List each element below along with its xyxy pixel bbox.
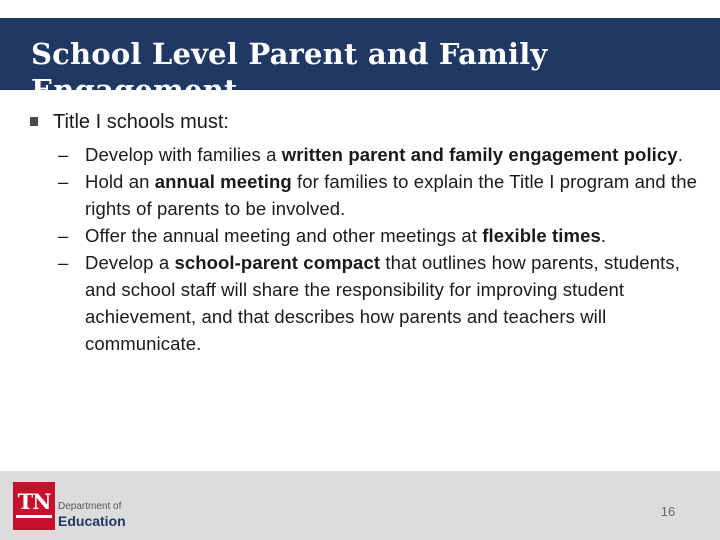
sub-bullet-item bbox=[58, 141, 714, 168]
emphasis-text: school-parent compact bbox=[174, 252, 381, 273]
tn-education-logo bbox=[13, 482, 143, 530]
dash-bullet-icon: – bbox=[58, 144, 69, 165]
logo-department-text: Department of bbox=[58, 501, 122, 512]
body-text: for families to explain the Title I program and the rights of parents to be involved. bbox=[85, 171, 698, 219]
main-bullet-label: Title I schools must: bbox=[53, 111, 229, 133]
logo-education-text: Education bbox=[58, 513, 126, 529]
footer bbox=[0, 471, 720, 540]
body-text: that outlines how parents, students, and school staff will share the responsibility for improving student achievement, and that describes how parents and teachers will communicate. bbox=[85, 252, 680, 354]
square-bullet-icon bbox=[30, 117, 38, 126]
tn-logo-letters: TN bbox=[17, 489, 51, 514]
emphasis-text: flexible times bbox=[482, 225, 601, 246]
slide-title: School Level Parent and Family Engagement bbox=[31, 37, 548, 107]
dash-bullet-icon: – bbox=[58, 225, 69, 246]
tn-logo-mark bbox=[13, 482, 55, 530]
sub-bullet-list bbox=[58, 141, 714, 357]
body-text: Develop with families a bbox=[85, 144, 282, 165]
dash-bullet-icon: – bbox=[58, 171, 69, 192]
body-text: Offer the annual meeting and other meetings at bbox=[85, 225, 483, 246]
emphasis-text: annual meeting bbox=[154, 171, 292, 192]
body-text: . bbox=[677, 144, 683, 165]
body-text: Develop a bbox=[85, 252, 175, 273]
page-number: 16 bbox=[660, 504, 676, 519]
sub-bullet-item bbox=[58, 249, 714, 357]
sub-bullet-item bbox=[58, 222, 714, 249]
title-bar bbox=[0, 18, 720, 107]
dash-bullet-icon: – bbox=[58, 252, 69, 273]
body-text: . bbox=[600, 225, 607, 246]
logo-stripe bbox=[16, 515, 52, 518]
emphasis-text: written parent and family engagement policy bbox=[281, 144, 678, 165]
body-text: Hold an bbox=[85, 171, 155, 192]
sub-bullet-item bbox=[58, 168, 714, 222]
